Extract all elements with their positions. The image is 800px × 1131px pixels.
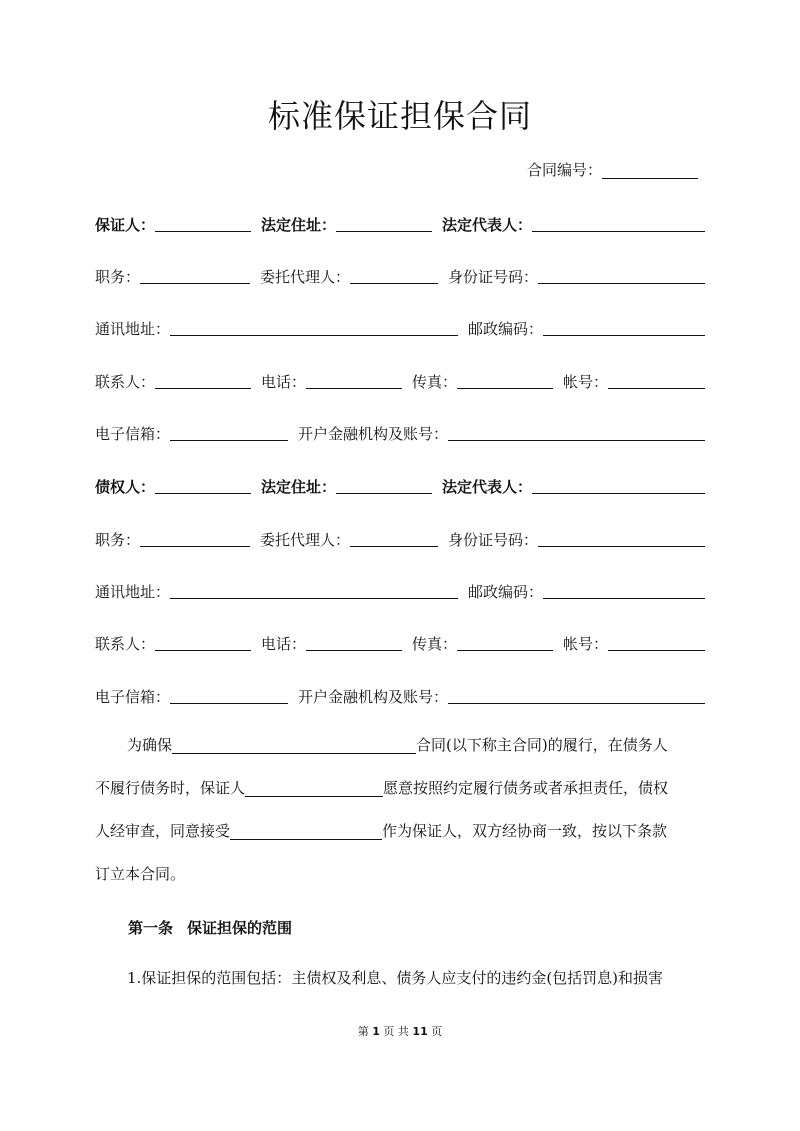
article-1-heading	[128, 916, 292, 940]
page-footer	[0, 1024, 800, 1040]
creditor-contact-row	[95, 630, 705, 654]
guarantor-position-blank[interactable]	[140, 267, 250, 284]
guarantor-position-label: 职务：	[95, 268, 141, 286]
guarantor-bank-label: 开户金融机构及账号：	[298, 425, 449, 443]
creditor-id-blank[interactable]	[538, 530, 705, 547]
guarantor-id-blank[interactable]	[538, 267, 705, 284]
creditor-position-label: 职务：	[95, 531, 141, 549]
preamble-line-1	[95, 724, 707, 767]
creditor-position-blank[interactable]	[140, 530, 250, 547]
footer-text: 页	[431, 1025, 443, 1038]
creditor-email-label: 电子信箱：	[95, 688, 171, 706]
creditor-phone-blank[interactable]	[306, 634, 402, 651]
page-total: 11	[412, 1025, 428, 1038]
creditor-domicile-label: 法定住址：	[261, 478, 337, 496]
preamble-text: 订立本合同。	[95, 865, 186, 883]
guarantor-phone-label: 电话：	[261, 373, 307, 391]
creditor-rep-blank[interactable]	[532, 477, 705, 494]
footer-text: 页 共	[383, 1025, 409, 1038]
guarantor-name-blank[interactable]	[155, 215, 251, 232]
preamble-text: 为确保	[127, 736, 173, 754]
creditor-id-label: 身份证号码：	[448, 531, 539, 549]
creditor-address-blank[interactable]	[170, 582, 458, 599]
guarantor-domicile-label: 法定住址：	[261, 216, 337, 234]
guarantor-account-label: 帐号：	[563, 373, 609, 391]
creditor-party-row	[95, 473, 705, 497]
guarantor-agent-blank[interactable]	[350, 267, 438, 284]
preamble-text: 人经审查，同意接受	[95, 822, 231, 840]
contract-number-label: 合同编号：	[527, 161, 603, 179]
article-title: 保证担保的范围	[187, 919, 293, 937]
creditor-position-row	[95, 526, 705, 550]
creditor-postcode-blank[interactable]	[543, 582, 705, 599]
preamble-line-4	[95, 853, 707, 896]
guarantor-contact-blank[interactable]	[155, 372, 251, 389]
creditor-address-label: 通讯地址：	[95, 583, 171, 601]
creditor-fax-label: 传真：	[412, 635, 458, 653]
guarantor-name-inline-blank[interactable]	[245, 780, 383, 797]
creditor-agent-blank[interactable]	[350, 530, 438, 547]
guarantor-rep-blank[interactable]	[532, 215, 705, 232]
guarantor-contact-row	[95, 368, 705, 392]
creditor-fax-blank[interactable]	[457, 634, 553, 651]
contract-number	[527, 158, 698, 182]
creditor-postcode-label: 邮政编码：	[468, 583, 544, 601]
creditor-label: 债权人：	[95, 478, 156, 496]
main-contract-blank[interactable]	[172, 737, 416, 754]
creditor-account-blank[interactable]	[608, 634, 705, 651]
guarantor-party-row	[95, 211, 705, 235]
guarantor-address-blank[interactable]	[170, 319, 458, 336]
guarantor-account-blank[interactable]	[608, 372, 705, 389]
preamble-line-2	[95, 767, 707, 810]
preamble-paragraph	[95, 724, 707, 896]
preamble-line-3	[95, 810, 707, 853]
creditor-account-label: 帐号：	[563, 635, 609, 653]
guarantor-agent-label: 委托代理人：	[260, 268, 351, 286]
creditor-email-row	[95, 683, 705, 707]
creditor-email-blank[interactable]	[170, 687, 288, 704]
guarantor-fax-label: 传真：	[412, 373, 458, 391]
guarantor-postcode-blank[interactable]	[543, 319, 705, 336]
guarantor-label: 保证人：	[95, 216, 156, 234]
preamble-text: 愿意按照约定履行债务或者承担责任，债权	[383, 779, 669, 797]
creditor-phone-label: 电话：	[261, 635, 307, 653]
preamble-text: 不履行债务时，保证人	[95, 779, 246, 797]
guarantor-phone-blank[interactable]	[306, 372, 402, 389]
preamble-text: 作为保证人，双方经协商一致，按以下条款	[382, 822, 668, 840]
guarantor-bank-blank[interactable]	[448, 424, 705, 441]
clause-1-1: 1.保证担保的范围包括：主债权及利息、债务人应支付的违约金(包括罚息)和损害	[127, 969, 664, 987]
footer-text: 第	[357, 1025, 369, 1038]
creditor-contact-blank[interactable]	[155, 634, 251, 651]
guarantor-domicile-blank[interactable]	[336, 215, 432, 232]
guarantor-email-label: 电子信箱：	[95, 425, 171, 443]
guarantor-address-label: 通讯地址：	[95, 320, 171, 338]
guarantor-postcode-label: 邮政编码：	[468, 320, 544, 338]
guarantor-contact-label: 联系人：	[95, 373, 156, 391]
creditor-name-blank[interactable]	[155, 477, 251, 494]
creditor-bank-label: 开户金融机构及账号：	[298, 688, 449, 706]
creditor-rep-label: 法定代表人：	[442, 478, 533, 496]
guarantor-email-blank[interactable]	[170, 424, 288, 441]
accepted-guarantor-blank[interactable]	[230, 823, 382, 840]
guarantor-position-row	[95, 263, 705, 287]
page-number: 1	[372, 1025, 380, 1038]
creditor-bank-blank[interactable]	[448, 687, 705, 704]
article-number: 第一条	[128, 919, 174, 937]
document-title: 标准保证担保合同	[267, 97, 532, 135]
guarantor-fax-blank[interactable]	[457, 372, 553, 389]
creditor-address-row	[95, 578, 705, 602]
guarantor-email-row	[95, 420, 705, 444]
creditor-domicile-blank[interactable]	[336, 477, 432, 494]
preamble-text: 合同(以下称主合同)的履行，在债务人	[416, 736, 668, 754]
guarantor-id-label: 身份证号码：	[448, 268, 539, 286]
guarantor-rep-label: 法定代表人：	[442, 216, 533, 234]
creditor-contact-label: 联系人：	[95, 635, 156, 653]
guarantor-address-row	[95, 315, 705, 339]
creditor-agent-label: 委托代理人：	[260, 531, 351, 549]
contract-number-blank[interactable]	[602, 162, 698, 179]
